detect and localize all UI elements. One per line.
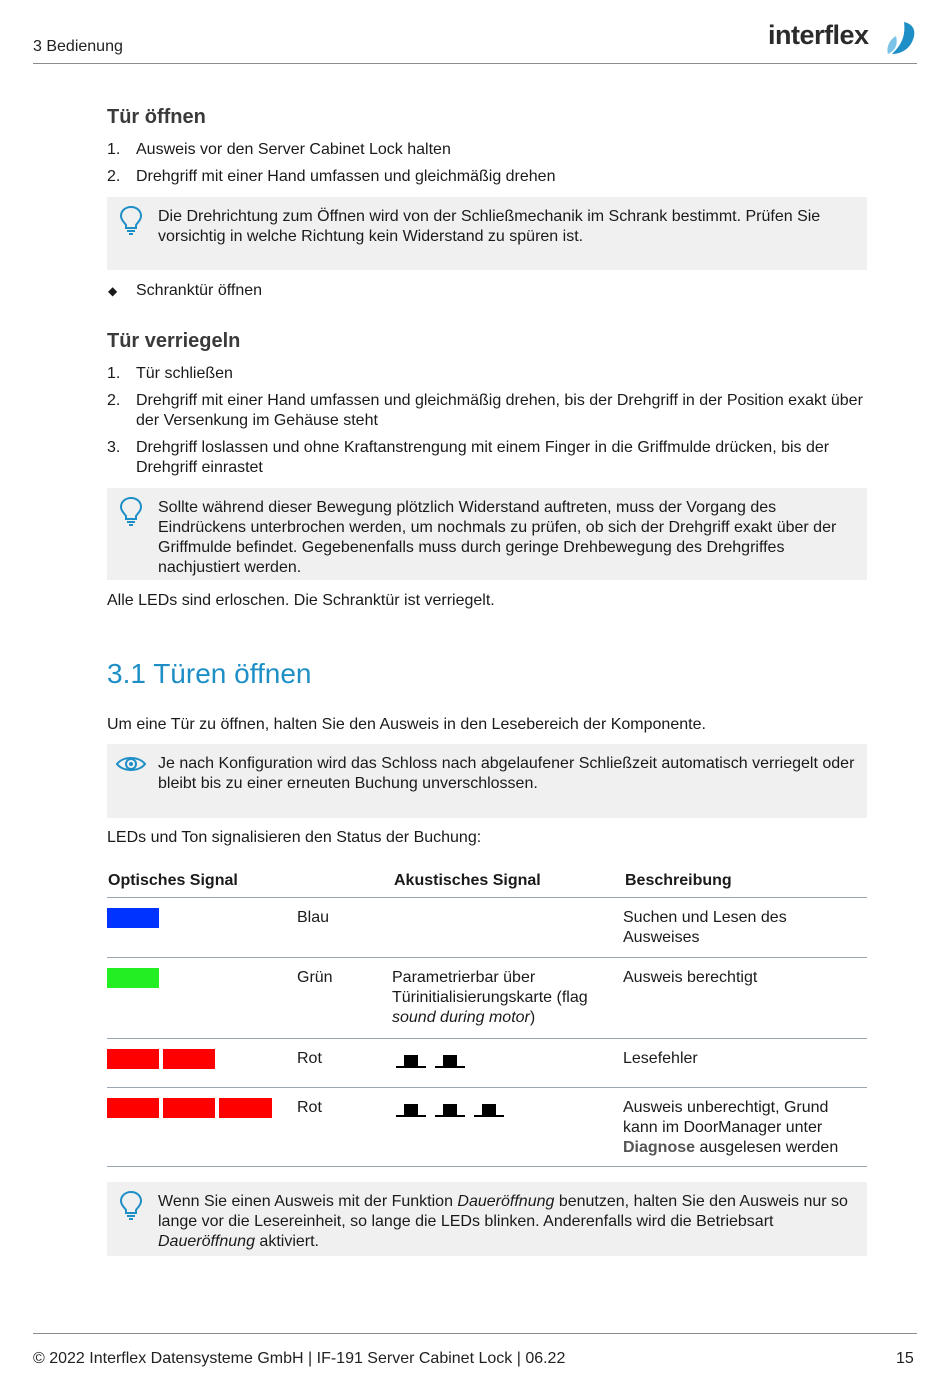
color-name: Blau xyxy=(297,909,330,926)
step-text: Drehgriff mit einer Hand umfassen und gleichmäßig drehen, bis der Drehgriff in der Position exakt über der Versenkung im Gehäuse steht xyxy=(136,392,863,429)
beep-signal-icon xyxy=(396,1101,426,1117)
hint-note-text: Sollte während dieser Bewegung plötzlich Widerstand auftreten, muss der Vorgang des Eindrückens unterbrochen werden, um nochmals zu prüfen, ob sich der Drehgriff exakt über der Griffmulde befindet. Gegebenenfalls muss durch geringe Drehbewegung des Drehgriffes nachjustiert werden. xyxy=(158,499,837,576)
table-header-acoustic: Akustisches Signal xyxy=(394,872,541,889)
section-heading-3-1: 3.1 Türen öffnen xyxy=(107,658,312,689)
beep-signal-icon xyxy=(396,1052,426,1068)
color-name: Grün xyxy=(297,969,333,986)
heading-tuer-verriegeln: Tür verriegeln xyxy=(107,330,241,352)
acoustic-text-end: ) xyxy=(529,1009,536,1026)
description-text: Ausweis unberechtigt, Grund kann im DoorManager unter xyxy=(623,1099,829,1136)
hint-note xyxy=(107,1182,867,1256)
note-text: benutzen, halten Sie den Ausweis nur so lange vor die Lesereinheit, so lange die LEDs blinken. Anderenfalls wird die Betriebsart xyxy=(158,1193,848,1230)
led-red xyxy=(107,1049,159,1069)
logo-text: interflex xyxy=(768,20,869,50)
row-description xyxy=(623,1098,863,1158)
page-number: 15 xyxy=(896,1350,914,1367)
table-intro-text: LEDs und Ton signalisieren den Status der Buchung: xyxy=(107,829,482,846)
acoustic-text: Parametrierbar über Türinitialisierungskarte (flag xyxy=(392,969,588,1006)
running-header-chapter: 3 Bedienung xyxy=(33,38,123,55)
footer-rule xyxy=(33,1333,917,1334)
led-red xyxy=(219,1098,272,1118)
note-emphasis: Daueröffnung xyxy=(158,1233,255,1250)
table-header-description: Beschreibung xyxy=(625,872,732,889)
lightbulb-icon xyxy=(119,1190,143,1220)
table-rule xyxy=(107,1166,867,1167)
info-note xyxy=(107,744,867,818)
note-text: aktiviert. xyxy=(254,1233,319,1250)
acoustic-flag: sound during motor xyxy=(392,1009,530,1026)
lightbulb-icon xyxy=(119,205,143,235)
step-number: 3. xyxy=(107,439,121,456)
row-acoustic xyxy=(392,968,614,1028)
info-note-text: Je nach Konfiguration wird das Schloss nach abgelaufener Schließzeit automatisch verriegelt oder bleibt bis zu einer erneuten Buchung unverschlossen. xyxy=(158,755,855,792)
led-red xyxy=(163,1098,215,1118)
butterfly-logo-icon xyxy=(884,20,918,58)
result-text: Schranktür öffnen xyxy=(136,282,263,299)
intro-text: Um eine Tür zu öffnen, halten Sie den Ausweis in den Lesebereich der Komponente. xyxy=(107,716,706,733)
eye-icon xyxy=(115,754,147,774)
beep-signal-icon xyxy=(435,1052,465,1068)
step-text: Tür schließen xyxy=(136,365,233,382)
led-blue xyxy=(107,908,159,928)
beep-signal-icon xyxy=(474,1101,504,1117)
description-text-end: ausgelesen werden xyxy=(695,1139,839,1156)
led-red xyxy=(163,1049,215,1069)
lightbulb-icon xyxy=(119,496,143,526)
table-rule xyxy=(107,897,867,898)
result-bullet-icon: ◆ xyxy=(108,284,118,298)
step-number: 2. xyxy=(107,168,121,185)
table-header-optical: Optisches Signal xyxy=(108,872,238,889)
hint-note-text: Die Drehrichtung zum Öffnen wird von der Schließmechanik im Schrank bestimmt. Prüfen Sie vorsichtig in welche Richtung kein Widerstand zu spüren ist. xyxy=(158,208,821,245)
note-text: Wenn Sie einen Ausweis mit der Funktion xyxy=(158,1193,458,1210)
step-text: Drehgriff loslassen und ohne Kraftanstrengung mit einem Finger in die Griffmulde drücken, bis der Drehgriff einrastet xyxy=(136,439,830,476)
led-red xyxy=(107,1098,159,1118)
hint-note xyxy=(107,197,867,270)
interflex-logo xyxy=(768,20,918,60)
step-text: Ausweis vor den Server Cabinet Lock halten xyxy=(136,141,451,158)
row-description: Suchen und Lesen des Ausweises xyxy=(623,909,787,946)
row-description: Ausweis berechtigt xyxy=(623,969,758,986)
heading-tuer-oeffnen: Tür öffnen xyxy=(107,106,206,128)
table-rule xyxy=(107,1038,867,1039)
hint-note-text xyxy=(158,1192,864,1252)
hint-note xyxy=(107,488,867,580)
step-number: 2. xyxy=(107,392,121,409)
color-name: Rot xyxy=(297,1050,322,1067)
beep-signal-icon xyxy=(435,1101,465,1117)
table-rule xyxy=(107,1087,867,1088)
color-name: Rot xyxy=(297,1099,322,1116)
row-description: Lesefehler xyxy=(623,1050,698,1067)
led-green xyxy=(107,968,159,988)
footer-copyright: © 2022 Interflex Datensysteme GmbH | IF-191 Server Cabinet Lock | 06.22 xyxy=(33,1350,566,1367)
step-number: 1. xyxy=(107,141,121,158)
lock-result-text: Alle LEDs sind erloschen. Die Schranktür ist verriegelt. xyxy=(107,592,495,609)
header-rule xyxy=(33,63,917,64)
diagnose-term: Diagnose xyxy=(623,1139,696,1156)
step-number: 1. xyxy=(107,365,121,382)
table-rule xyxy=(107,957,867,958)
note-emphasis: Daueröffnung xyxy=(457,1193,555,1210)
step-text: Drehgriff mit einer Hand umfassen und gleichmäßig drehen xyxy=(136,168,556,185)
